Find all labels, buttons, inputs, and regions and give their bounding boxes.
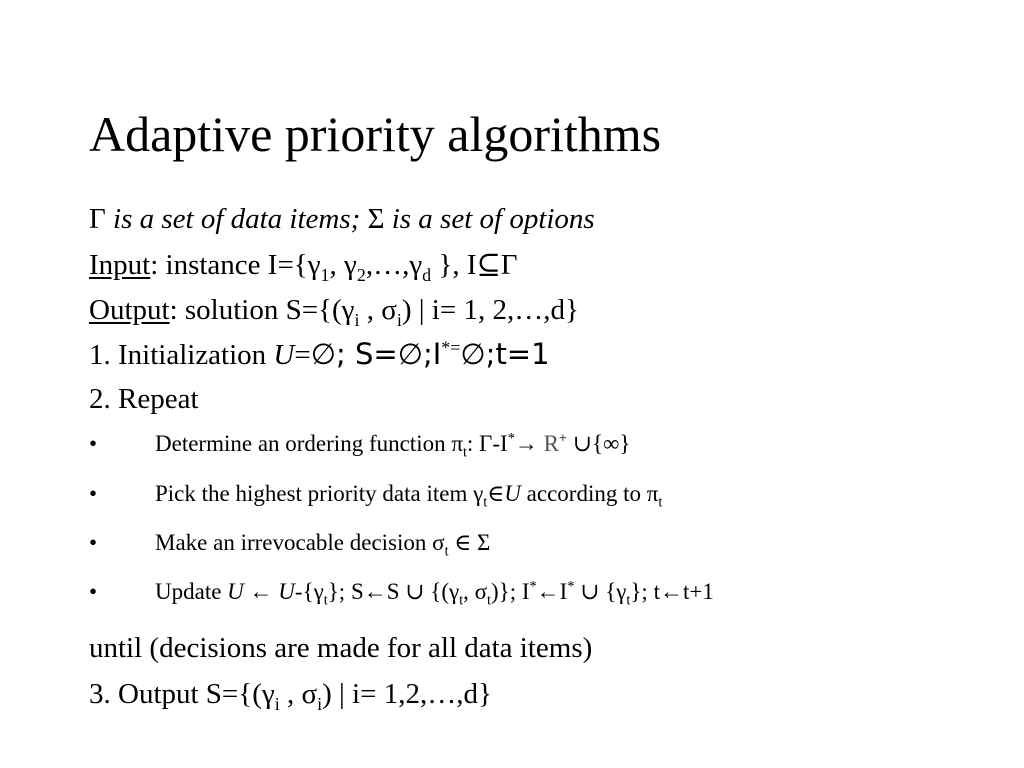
bullet-marker: • — [89, 481, 98, 506]
bullet-item — [89, 428, 630, 460]
text-run: t — [487, 592, 492, 609]
text-run: Σ — [367, 203, 385, 235]
text-run: 1 — [320, 264, 330, 285]
text-run: t — [658, 494, 663, 511]
bullet-marker: • — [89, 579, 98, 604]
text-run: Update — [155, 579, 228, 604]
text-run: t — [483, 494, 488, 511]
bullet-item — [89, 478, 662, 510]
text-run: * — [529, 578, 537, 595]
text-run: ←I — [536, 579, 568, 604]
text-run: : solution S={(γ — [169, 294, 355, 326]
text-run: }, I⊆Γ — [431, 249, 518, 281]
text-run: }; S←S ∪ {(γ — [327, 579, 460, 604]
text-run: 2. Repeat — [89, 383, 199, 415]
text-run: i — [274, 693, 280, 714]
text-run: U — [278, 579, 295, 604]
text-run: R — [543, 431, 559, 456]
text-run: -{γ — [294, 579, 324, 604]
text-run: is a set of data items; — [105, 203, 368, 235]
text-run: }; t←t+1 — [630, 579, 714, 604]
text-run: U — [227, 579, 244, 604]
definitions-line — [89, 199, 595, 239]
text-run: t — [444, 543, 449, 560]
repeat-line — [89, 379, 199, 419]
text-run: ∈ Σ — [448, 530, 491, 555]
bullet-text — [155, 530, 491, 560]
text-run: i — [317, 693, 323, 714]
text-run: t — [323, 592, 328, 609]
text-run: i — [354, 309, 360, 330]
output-line — [89, 290, 579, 330]
text-run: d — [422, 264, 432, 285]
text-run: according to π — [520, 481, 659, 506]
text-run: , γ — [329, 249, 357, 281]
bullet-marker: • — [89, 431, 98, 456]
text-run: =∅ — [294, 339, 336, 371]
text-run: : Γ-I — [466, 431, 508, 456]
text-run: * — [507, 430, 515, 447]
text-run: 1. Initialization — [89, 339, 274, 371]
text-run: + — [558, 430, 567, 447]
text-run: U — [504, 481, 521, 506]
text-run: 3. Output S={(γ — [89, 678, 275, 710]
slide-title: Adaptive priority algorithms — [89, 106, 662, 162]
bullet-text — [155, 578, 714, 609]
text-run: : instance I={γ — [150, 249, 321, 281]
bullet-text — [155, 481, 663, 511]
text-run: , σ — [463, 579, 488, 604]
bullet-marker: • — [89, 530, 98, 555]
text-run: 2 — [356, 264, 366, 285]
text-run: ; S=∅;I — [336, 337, 442, 371]
final-output-line — [89, 674, 492, 714]
text-run: Make an irrevocable decision σ — [155, 530, 445, 555]
text-run: , σ — [279, 678, 318, 710]
text-run: ∪ {γ — [574, 579, 627, 604]
text-run: until (decisions are made for all data items) — [89, 632, 593, 664]
input-line — [89, 245, 518, 285]
text-run: ) | i= 1,2,…,d} — [322, 678, 492, 710]
text-run: t — [626, 592, 631, 609]
text-run: → — [514, 431, 544, 456]
text-run: , σ — [359, 294, 397, 326]
text-run: t — [459, 592, 464, 609]
until-line — [89, 628, 592, 668]
bullet-text — [155, 430, 631, 461]
text-run: ← — [243, 579, 279, 604]
text-run: )}; I — [491, 579, 530, 604]
text-run: ∅;t=1 — [460, 337, 550, 371]
text-run: U — [273, 339, 295, 371]
text-run: *= — [441, 337, 461, 358]
text-run: ∈ — [487, 481, 505, 506]
text-run: i — [396, 309, 402, 330]
text-run: ∪{∞} — [566, 431, 631, 456]
text-run: Γ — [89, 203, 106, 235]
text-run: Pick the highest priority data item γ — [155, 481, 484, 506]
text-run: Input — [89, 249, 151, 281]
bullet-item — [89, 527, 490, 559]
text-run: * — [567, 578, 575, 595]
bullet-item — [89, 576, 714, 608]
text-run: is a set of options — [384, 203, 595, 235]
initialization-line — [89, 334, 550, 375]
text-run: t — [462, 444, 467, 461]
text-run: Output — [89, 294, 170, 326]
text-run: ) | i= 1, 2,…,d} — [401, 294, 579, 326]
text-run: Determine an ordering function π — [155, 431, 463, 456]
text-run: ,…,γ — [365, 249, 423, 281]
